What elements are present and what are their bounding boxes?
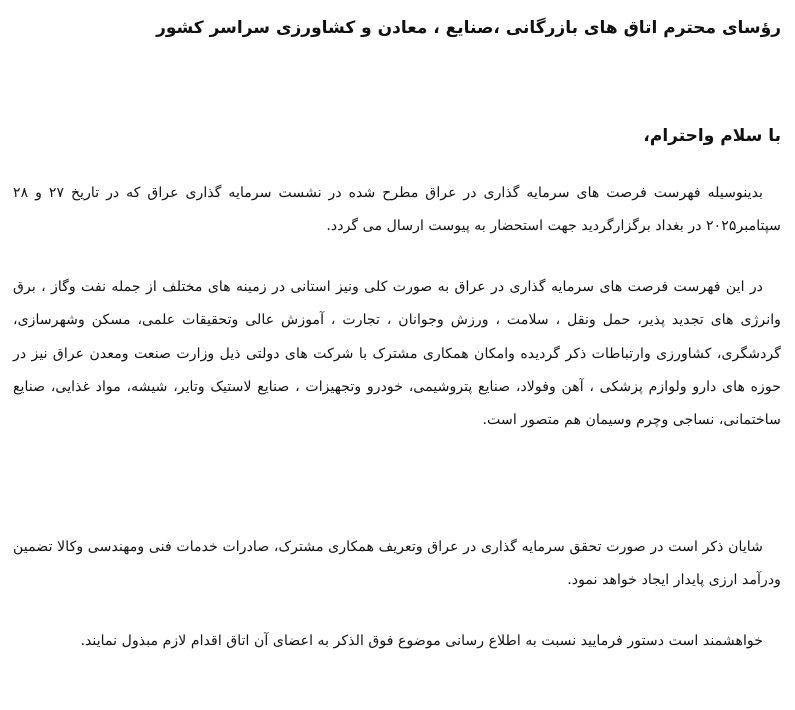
paragraph-investment-sectors: در این فهرست فرصت های سرمایه گذاری در عراق به صورت کلی ونیز استانی در زمینه های مختلف از جمله نفت وگاز ، برق وانرژی های تجدید پذیر، حمل ونقل ، سلامت ، ورزش وجوانان ، تجارت ، آموزش عالی وتحقیقات علمی، مسکن وشهرسازی، گردشگری، کشاورزی وارتباطات ذکر گردیده وامکان همکاری مشترک با شرکت های دولتی ذیل وزارت صنعت ومعدن عراق نیز در حوزه های دارو ولوازم پزشکی ، آهن وفولاد، صنایع پتروشیمی، خودرو وتجهیزات ، صنایع لاستیک وتایر، شیشه، مواد غذایی، صنایع ساختمانی، نساجی وچرم وسیمان هم متصور است. (13, 279, 781, 429)
paragraph-investment-list: بدینوسیله فهرست فرصت های سرمایه گذاری در عراق مطرح شده در نشست سرمایه گذاری عراق که در تاریخ ۲۷ و ۲۸ سپتامبر۲۰۲۵ در بغداد برگزارگردید جهت استحضار به پیوست ارسال می گردد. (13, 185, 781, 235)
greeting-line: با سلام واحترام، (643, 126, 781, 146)
paragraph-request: خواهشمند است دستور فرمایید نسبت به اطلاع رسانی موضوع فوق الذکر به اعضای آن اتاق اقدام لازم مبذول نمایند. (80, 633, 763, 649)
recipients-heading: رؤسای محترم اتاق های بازرگانی ،صنایع ، معادن و کشاورزی سراسر کشور (156, 18, 781, 38)
paragraph-export-benefits: شایان ذکر است در صورت تحقق سرمایه گذاری در عراق وتعریف همکاری مشترک، صادرات خدمات فنی ومهندسی وکالا تضمین ودرآمد ارزی پایدار ایجاد خواهد نمود. (13, 539, 781, 589)
